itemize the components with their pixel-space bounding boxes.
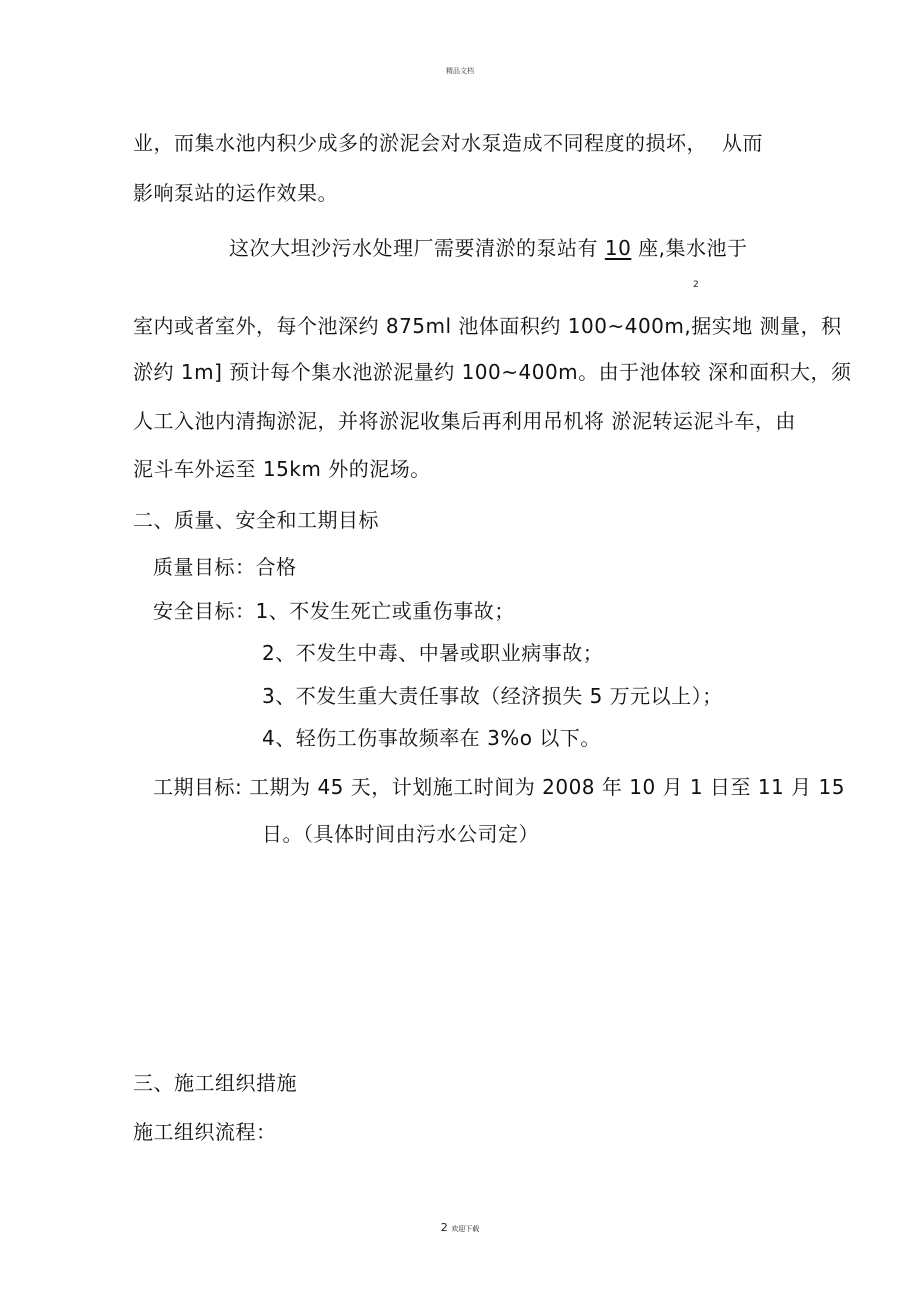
paragraph-line [133, 314, 842, 338]
paragraph-line [133, 360, 852, 384]
pump-station-count: 10 [604, 236, 632, 260]
section-heading: 三、施工组织措施 [133, 1071, 297, 1095]
paragraph-line [133, 181, 338, 205]
superscript-mark: 2 [693, 280, 699, 290]
quality-goal: 质量目标：合格 [153, 555, 297, 579]
footer-caption: 欢迎下载 [451, 1225, 480, 1233]
text-span: 业，而集水池内积少成多的淤泥会对水泵造成不同程度的损坏， [133, 131, 707, 155]
safety-goal-4: 4、轻伤工伤事故频率在 3%o 以下。 [262, 726, 601, 750]
text-span: 从而 [722, 131, 763, 155]
flow-label: 施工组织流程： [133, 1120, 277, 1144]
paragraph-line [722, 131, 763, 155]
page-number: 2 [440, 1221, 448, 1234]
schedule-goal-cont: 日。（具体时间由污水公司定） [262, 822, 539, 846]
text-span: 淤约 1m] 预计每个集水池淤泥量约 100~400m。由于池体较 深和面积大，须 [133, 360, 852, 384]
header-watermark: 精品文档 [446, 67, 474, 75]
safety-goal-1: 安全目标：1、不发生死亡或重伤事故； [153, 599, 515, 623]
text-span: 泥斗车外运至 15km 外的泥场。 [133, 457, 431, 481]
paragraph-line [229, 236, 748, 260]
schedule-goal: 工期目标: 工期为 45 天，计划施工时间为 2008 年 10 月 1 日至 11 月 15 [153, 775, 845, 799]
page-footer [0, 1221, 920, 1234]
paragraph-line [133, 409, 796, 433]
paragraph-line [133, 131, 707, 155]
text-span: 室内或者室外，每个池深约 875ml 池体面积约 100~400m,据实地 测量，积 [133, 314, 842, 338]
paragraph-line [133, 457, 431, 481]
text-span: 影响泵站的运作效果。 [133, 181, 338, 205]
safety-goal-2: 2、不发生中毒、中暑或职业病事故； [262, 641, 604, 665]
text-span: 这次大坦沙污水处理厂需要清淤的泵站有 [229, 236, 605, 260]
text-span: 座,集水池于 [631, 236, 748, 260]
text-span: 人工入池内清掏淤泥，并将淤泥收集后再利用吊机将 淤泥转运泥斗车，由 [133, 409, 796, 433]
safety-goal-3: 3、不发生重大责任事故（经济损失 5 万元以上）； [262, 684, 723, 708]
section-heading: 二、质量、安全和工期目标 [133, 508, 379, 532]
